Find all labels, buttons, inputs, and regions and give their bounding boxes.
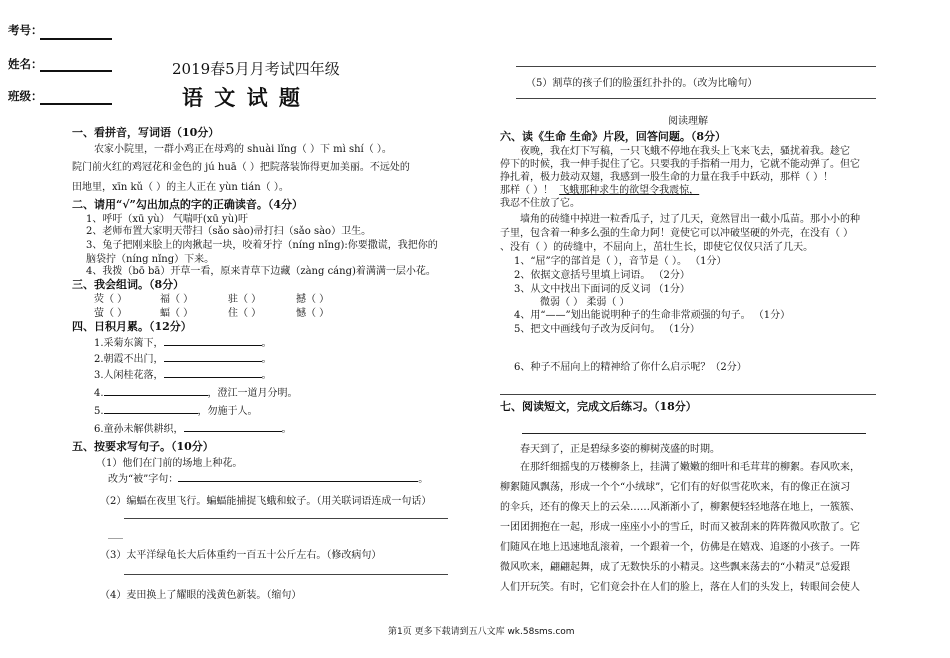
q4-item-4 bbox=[94, 384, 298, 399]
q4-item-text: 1.采菊东篱下， bbox=[94, 338, 164, 349]
q1-line2: 院门前火红的鸡冠花和金色的 jú huā（ ）把院落装饰得更加美丽。不远处的 bbox=[72, 162, 410, 173]
q4-item-tail: ，澄江一道月分明。 bbox=[207, 388, 298, 399]
name-blank bbox=[40, 70, 112, 72]
answer-blank[interactable] bbox=[178, 481, 418, 482]
q3-cell: 撼（ ） bbox=[296, 294, 330, 305]
q4-item-6 bbox=[94, 420, 292, 435]
q3-cell: 驻（ ） bbox=[228, 294, 262, 305]
answer-blank[interactable] bbox=[184, 431, 282, 432]
q4-end-mark: 。 bbox=[261, 370, 272, 381]
exam-no-blank bbox=[40, 38, 112, 40]
q5-s3: （3）太平洋绿龟长大后体重约一百五十公斤左右。（修改病句） bbox=[100, 550, 382, 561]
q1-line1: 农家小院里，一群小鸡正在母鸡的 shuài lǐng（ ）下 mì shí（ ）。 bbox=[94, 144, 392, 155]
q6-underlined-sentence: 飞蛾那种求生的欲望令我震惊， bbox=[559, 185, 700, 196]
class-label: 班级： bbox=[8, 89, 43, 103]
q7-line: 们随风在地上迅速地乱滚着，一个跟着一个，仿佛是在嬉戏、追逐的小孩子。一阵 bbox=[500, 542, 860, 553]
q4-heading: 四、日积月累。（12分） bbox=[72, 320, 192, 333]
q4-item-text: 6.童孙未解供耕织， bbox=[94, 424, 184, 435]
answer-blank[interactable] bbox=[164, 345, 262, 346]
q5-s2: （2）编蝠在夜里飞行。蝙蝠能捕捉飞蛾和蚊子。（用关联词语连成一句话） bbox=[100, 496, 432, 507]
q5-s1-prompt: 改为“被”字句： bbox=[108, 474, 179, 485]
q6-p1-line: 我忍不住放了它。 bbox=[500, 198, 580, 209]
q6-p1-line: 停下的时候，我一伸手捉住了它。只要我的手指稍一用力，它就不能动弹了。但它 bbox=[500, 159, 860, 170]
subject-title: 语 文 试 题 bbox=[182, 85, 302, 110]
answer-line[interactable] bbox=[516, 66, 876, 67]
q3-cell: 蝠（ ） bbox=[160, 308, 194, 319]
q4-item-2 bbox=[94, 350, 272, 365]
exam-title: 2019春5月月考试四年级 bbox=[172, 60, 340, 78]
q7-line: 人们开玩笑。有时，它们竟会扑在人们的脸上，落在人们的头发上，转眼间会使人 bbox=[500, 582, 860, 593]
answer-line[interactable] bbox=[516, 98, 876, 99]
q6-p2-line: 墙角的砖缝中掉进一粒香瓜子，过了几天，竟然冒出一截小瓜苗。那小小的种 bbox=[520, 214, 860, 225]
name-label: 姓名： bbox=[8, 57, 43, 71]
q5-heading: 五、按要求写句子。（10分） bbox=[72, 440, 214, 453]
q5-end-mark: 。 bbox=[418, 474, 429, 485]
title-answer-line[interactable] bbox=[522, 433, 866, 434]
q4-item-tail: ，勿施于人。 bbox=[197, 406, 258, 417]
q7-line: 微风吹来，翩翩起舞，成了无数快乐的小精灵。这些飘来荡去的“小精灵”总爱跟 bbox=[500, 562, 851, 573]
q6-question: 2、依据文意括号里填上词语。 （2分） bbox=[514, 270, 690, 281]
q7-heading: 七、阅读短文，完成文后练习。（18分） bbox=[500, 400, 697, 413]
q7-line: 的伞兵，还有的像天上的云朵……风渐渐小了，柳絮便轻轻地落在地上，一簇簇、 bbox=[500, 502, 860, 513]
answer-line[interactable] bbox=[124, 574, 448, 575]
q2-item: 脑袋拧（níng nǐng）下来。 bbox=[86, 254, 215, 265]
q3-heading: 三、我会组词。（8分） bbox=[72, 278, 185, 291]
answer-blank[interactable] bbox=[104, 413, 198, 414]
exam-no-label: 考号： bbox=[8, 23, 43, 37]
q4-item-5 bbox=[94, 402, 258, 417]
q3-cell: 荧（ ） bbox=[94, 294, 128, 305]
q6-antonyms: 微弱（ ） 柔弱（ ） bbox=[540, 297, 630, 308]
q3-cell: 福（ ） bbox=[160, 294, 194, 305]
q5-dash: ___ bbox=[108, 528, 123, 539]
q5-s1-answer bbox=[108, 470, 428, 485]
q4-item-text: 2.朝霞不出门， bbox=[94, 354, 164, 365]
q6-p1-line: 挣扎着，极力鼓动双翅，我感到一股生命的力量在我手中跃动，那样（ ）！ bbox=[500, 172, 834, 183]
q4-item-3 bbox=[94, 366, 272, 381]
answer-blank[interactable] bbox=[164, 361, 262, 362]
q5-s4: （4）麦田换上了耀眼的浅黄色新装。（缩句） bbox=[100, 590, 302, 601]
q2-item: 3、兔子把刚来脍上的肉揪起一块，咬着牙拧（níng nǐng):你要撒谎，我把你的 bbox=[86, 240, 438, 251]
q6-question: 4、用“——”划出能说明种子的生命非常顽强的句子。 （1分） bbox=[514, 310, 791, 321]
page-footer: 第1页 更多下载请到五八文库 wk.58sms.com bbox=[388, 627, 575, 637]
q3-cell: 住（ ） bbox=[228, 308, 262, 319]
q4-end-mark: 。 bbox=[281, 424, 292, 435]
q4-end-mark: 。 bbox=[261, 354, 272, 365]
q4-item-text: 4. bbox=[94, 388, 104, 399]
q7-line: 柳絮随风飘荡，形成一个个“小绒球”，它们有的好似雪花吹来，有的像正在演习 bbox=[500, 482, 851, 493]
q4-item-text: 5. bbox=[94, 406, 104, 417]
q1-line3: 田地里，xīn kǔ（ ）的主人正在 yùn tián（ ）。 bbox=[72, 182, 289, 193]
q6-question: 5、把文中画线句子改为反问句。 （1分） bbox=[514, 324, 700, 335]
q6-question-6: 6、种子不屈向上的精神给了你什么启示呢？（2分） bbox=[514, 362, 747, 373]
q7-line: 春天到了，正是碧绿多姿的柳树茂盛的时期。 bbox=[520, 444, 720, 455]
q4-item-text: 3.人闲桂花落， bbox=[94, 370, 164, 381]
q3-cell: 憾（ ） bbox=[296, 308, 330, 319]
reading-label: 阅读理解 bbox=[668, 116, 708, 127]
answer-line[interactable] bbox=[500, 394, 876, 395]
q7-line: 在那纤细摇曳的万楼柳条上，挂满了嫩嫩的细叶和毛茸茸的柳絮。春风吹来， bbox=[520, 462, 860, 473]
q2-heading: 二、请用“√”勾出加点的字的正确读音。（4分） bbox=[72, 198, 304, 211]
q6-p1-line: 那样（ ）！ bbox=[500, 185, 554, 196]
q7-line: 一团团拥抱在一起，形成一座座小小的雪丘，时而又被刮来的阵阵微风吹散了。它 bbox=[500, 522, 860, 533]
q2-item: 1、呼吁（xū yù） 气喘吁(xū yù)吁 bbox=[86, 214, 249, 225]
answer-blank[interactable] bbox=[104, 395, 208, 396]
q1-heading: 一、看拼音，写词语（10分） bbox=[72, 126, 220, 139]
q3-cell: 萤（ ） bbox=[94, 308, 128, 319]
class-blank bbox=[40, 103, 112, 105]
q6-p2-line: 、没有（ ）的砖缝中，不屈向上，茁壮生长，即使它仅仅只活了几天。 bbox=[500, 242, 814, 253]
q5-s5: （5）割草的孩子们的脸蛋红扑扑的。（改为比喻句） bbox=[526, 78, 758, 89]
q6-question: 1、“屈”字的部首是（ ），音节是（ ）。 （1分） bbox=[514, 256, 727, 267]
q5-s1: （1）他们在门前的场地上种花。 bbox=[96, 458, 243, 469]
q6-question: 3、从文中找出下面词的反义词 （1分） bbox=[514, 284, 690, 295]
q2-item: 2、老师布置大家明天带扫（sǎo sào)帚打扫（sǎo sào）卫生。 bbox=[86, 226, 372, 237]
q6-p1-line: 夜晚，我在灯下写稿，一只飞蛾不停地在我头上飞来飞去，骚扰着我。趁它 bbox=[520, 146, 850, 157]
q6-heading: 六、读《生命 生命》片段，回答问题。（8分） bbox=[500, 130, 726, 143]
q2-item: 4、我拨（bō bā）开草一看，原来青草下边藏（zàng cáng)着满满一层小花。 bbox=[86, 266, 436, 277]
q4-item-1 bbox=[94, 334, 272, 349]
q6-p2-line: 子里，包含着一种多么强的生命力阿！竟使它可以冲破坚硬的外壳，在没有（ ） bbox=[500, 228, 854, 239]
q4-end-mark: 。 bbox=[261, 338, 272, 349]
answer-line[interactable] bbox=[124, 518, 448, 519]
answer-blank[interactable] bbox=[164, 377, 262, 378]
